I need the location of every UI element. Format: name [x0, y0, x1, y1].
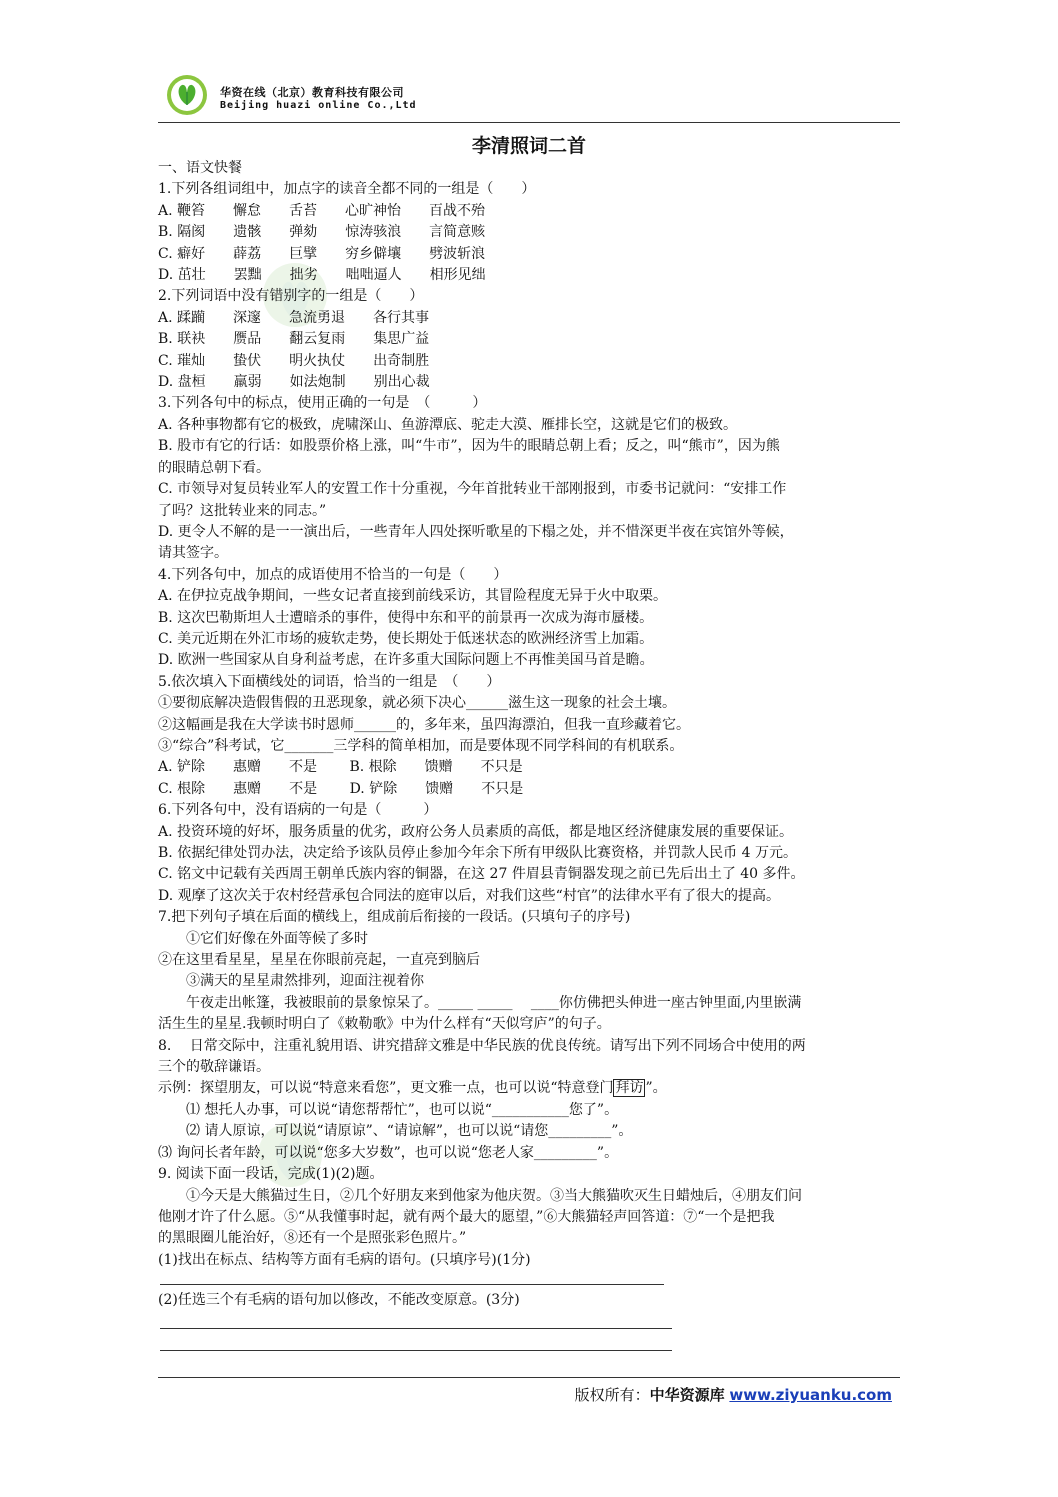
text-line: ②在这里看星星，星星在你眼前亮起，一直亮到脑后 — [158, 952, 480, 969]
text-line: ⑶ 询问长者年龄，可以说“您多大岁数”，也可以说“您老人家_________”。 — [158, 1144, 619, 1161]
page-title: 李清照词二首 — [471, 135, 586, 157]
text-line: C. 根除 惠赠 不是 D. 铲除 馈赠 不只是 — [158, 780, 524, 797]
text-line: D. 更令人不解的是一一演出后，一些青年人四处探听歌星的下榻之处，并不惜深更半夜在宾馆外等候， — [158, 523, 794, 540]
text-line: ②这幅画是我在大学读书时恩师______的，多年来，虽四海漂泊，但我一直珍藏着它。 — [158, 716, 690, 733]
text-line: ①今天是大熊猫过生日，②几个好朋友来到他家为他庆贺。③当大熊猫吹灭生日蜡烛后，④朋友们问 — [158, 1187, 802, 1204]
text-line: 活生生的星星.我顿时明白了《敕勒歌》中为什么样有“天似穹庐”的句子。 — [158, 1016, 611, 1033]
copyright-label: 版权所有： — [574, 1386, 650, 1404]
text-line: A. 在伊拉克战争期间，一些女记者直接到前线采访，其冒险程度无异于火中取栗。 — [158, 588, 668, 605]
text-line: 6.下列各句中，没有语病的一句是（ ） — [158, 802, 438, 819]
text-line: D. 欧洲一些国家从自身利益考虑，在许多重大国际问题上不再惟美国马首是瞻。 — [158, 652, 654, 669]
text-line: D. 茁壮 罢黜 拙劣 咄咄逼人 相形见绌 — [158, 267, 486, 284]
text-line: 3.下列各句中的标点，使用正确的一句是 （ ） — [158, 395, 487, 412]
text-line: 5.依次填入下面横线处的词语，恰当的一组是 （ ） — [158, 673, 501, 690]
text-line: 4.下列各句中，加点的成语使用不恰当的一句是（ ） — [158, 566, 508, 583]
text-line: ③满天的星星肃然排列，迎面注视着你 — [158, 973, 424, 990]
text-line: C. 癖好 薜荔 巨擘 穷乡僻壤 劈波斩浪 — [158, 245, 486, 262]
text-line: 的眼睛总朝下看。 — [158, 459, 270, 476]
text-line: B. 这次巴勒斯坦人士遭暗杀的事件，使得中东和平的前景再一次成为海市蜃楼。 — [158, 609, 654, 626]
text-line: 的黑眼圈儿能治好，⑧还有一个是照张彩色照片。” — [158, 1230, 467, 1247]
text-line: 三个的敬辞谦语。 — [158, 1059, 270, 1076]
example-text-before: 示例：探望朋友，可以说“特意来看您”，更文雅一点，也可以说“特意登门 — [158, 1080, 614, 1097]
example-line — [158, 1078, 900, 1099]
footer-divider — [158, 1377, 900, 1378]
q9-part2 — [158, 1290, 900, 1311]
text-line: ③“综合”科考试，它_______三学科的简单相加，而是要体现不同学科间的有机联系。 — [158, 737, 684, 754]
text-line: 他刚才许了什么愿。⑤“从我懂事时起，就有两个最大的愿望，”⑥大熊猫轻声回答道：⑦“一个是把我 — [158, 1208, 775, 1225]
text-line: C. 市领导对复员转业军人的安置工作十分重视，今年首批转业干部刚报到，市委书记就问：“安排工作 — [158, 481, 787, 498]
text-line: B. 股市有它的行话：如股票价格上涨，叫“牛市”，因为牛的眼睛总朝上看；反之，叫“熊市”，因为熊 — [158, 438, 780, 455]
page-footer — [575, 1384, 892, 1405]
text-line: 2.下列词语中没有错别字的一组是（ ） — [158, 288, 424, 305]
text-line: ⑴ 想托人办事，可以说“请您帮帮忙”，也可以说“___________您了”。 — [158, 1101, 619, 1118]
huazi-logo-icon — [166, 74, 208, 116]
footer-site-link[interactable]: www.ziyuanku.com — [729, 1386, 892, 1404]
text-line: A. 各种事物都有它的极致，虎啸深山、鱼游潭底、驼走大漠、雁排长空，这就是它们的极致。 — [158, 416, 738, 433]
text-line: 请其签字。 — [158, 545, 228, 562]
text-line: A. 铲除 惠赠 不是 B. 根除 馈赠 不只是 — [158, 759, 523, 776]
text-line: 1.下列各组词组中，加点字的读音全都不同的一组是（ ） — [158, 181, 536, 198]
text-line: C. 璀灿 蛰伏 明火执仗 出奇制胜 — [158, 352, 430, 369]
text-line: D. 观摩了这次关于农村经营承包合同法的庭审以后，对我们这些“村官”的法律水平有了很大的提高。 — [158, 887, 780, 904]
text-line: 午夜走出帐篷，我被眼前的景象惊呆了。_____ _____ ____你仿佛把头伸进一座古钟里面,内里嵌满 — [158, 994, 802, 1011]
page-header — [158, 70, 900, 123]
document-body — [158, 158, 900, 1271]
footer-brand: 中华资源库 — [649, 1386, 725, 1404]
text-line: 8. 日常交际中，注重礼貌用语、讲究措辞文雅是中华民族的优良传统。请写出下列不同场合中使用的两 — [158, 1037, 806, 1054]
text-line: 9. 阅读下面一段话，完成(1)(2)题。 — [158, 1166, 384, 1183]
answer-line-q9-2a[interactable] — [160, 1328, 672, 1329]
text-line: A. 投资环境的好坏，服务质量的优劣，政府公务人员素质的高低，都是地区经济健康发展的重要保证。 — [158, 823, 794, 840]
company-name-cn: 华资在线（北京）教育科技有限公司 — [220, 86, 404, 99]
example-boxed-word: 拜访 — [615, 1080, 644, 1097]
text-line: B. 隔阂 遗骸 弹劾 惊涛骇浪 言简意赅 — [158, 224, 486, 241]
text-line: (1)找出在标点、结构等方面有毛病的语句。(只填序号)(1分) — [158, 1251, 531, 1268]
text-line: (2)任选三个有毛病的语句加以修改，不能改变原意。(3分) — [158, 1292, 520, 1308]
text-line: C. 美元近期在外汇市场的疲软走势，使长期处于低迷状态的欧洲经济雪上加霜。 — [158, 630, 654, 647]
text-line: C. 铭文中记载有关西周王朝单氏族内容的铜器，在这 27 件眉县青铜器发现之前已先后出土了 40 多件。 — [158, 866, 805, 883]
text-line: B. 依据纪律处罚办法，决定给予该队员停止参加今年余下所有甲级队比赛资格，并罚款人民币 4 万元。 — [158, 845, 797, 861]
text-line: ⑵ 请人原谅，可以说“请原谅”、“请谅解”，也可以说“请您_________”。 — [158, 1123, 633, 1140]
answer-line-q9-2b[interactable] — [160, 1350, 672, 1351]
text-line: ①它们好像在外面等候了多时 — [158, 930, 368, 947]
example-text-after: ”。 — [645, 1080, 667, 1097]
text-line: D. 盘桓 羸弱 如法炮制 别出心裁 — [158, 374, 430, 391]
text-line: A. 鞭笞 懈怠 舌苔 心旷神怡 百战不殆 — [158, 202, 486, 219]
text-line: 7.把下列句子填在后面的横线上，组成前后衔接的一段话。(只填句子的序号) — [158, 909, 631, 926]
text-line: B. 联袂 赝品 翻云复雨 集思广益 — [158, 331, 430, 348]
text-line: 一、语文快餐 — [158, 160, 242, 176]
text-line: ①要彻底解决造假售假的丑恶现象，就必须下决心______滋生这一现象的社会土壤。 — [158, 695, 676, 712]
company-name-en: Beijing huazi online Co.,Ltd — [220, 100, 417, 111]
answer-line-q9-1[interactable] — [160, 1284, 664, 1285]
text-line: A. 蹂躏 深邃 急流勇退 各行其事 — [158, 309, 430, 326]
text-line: 了吗？这批转业来的同志。” — [158, 502, 327, 519]
